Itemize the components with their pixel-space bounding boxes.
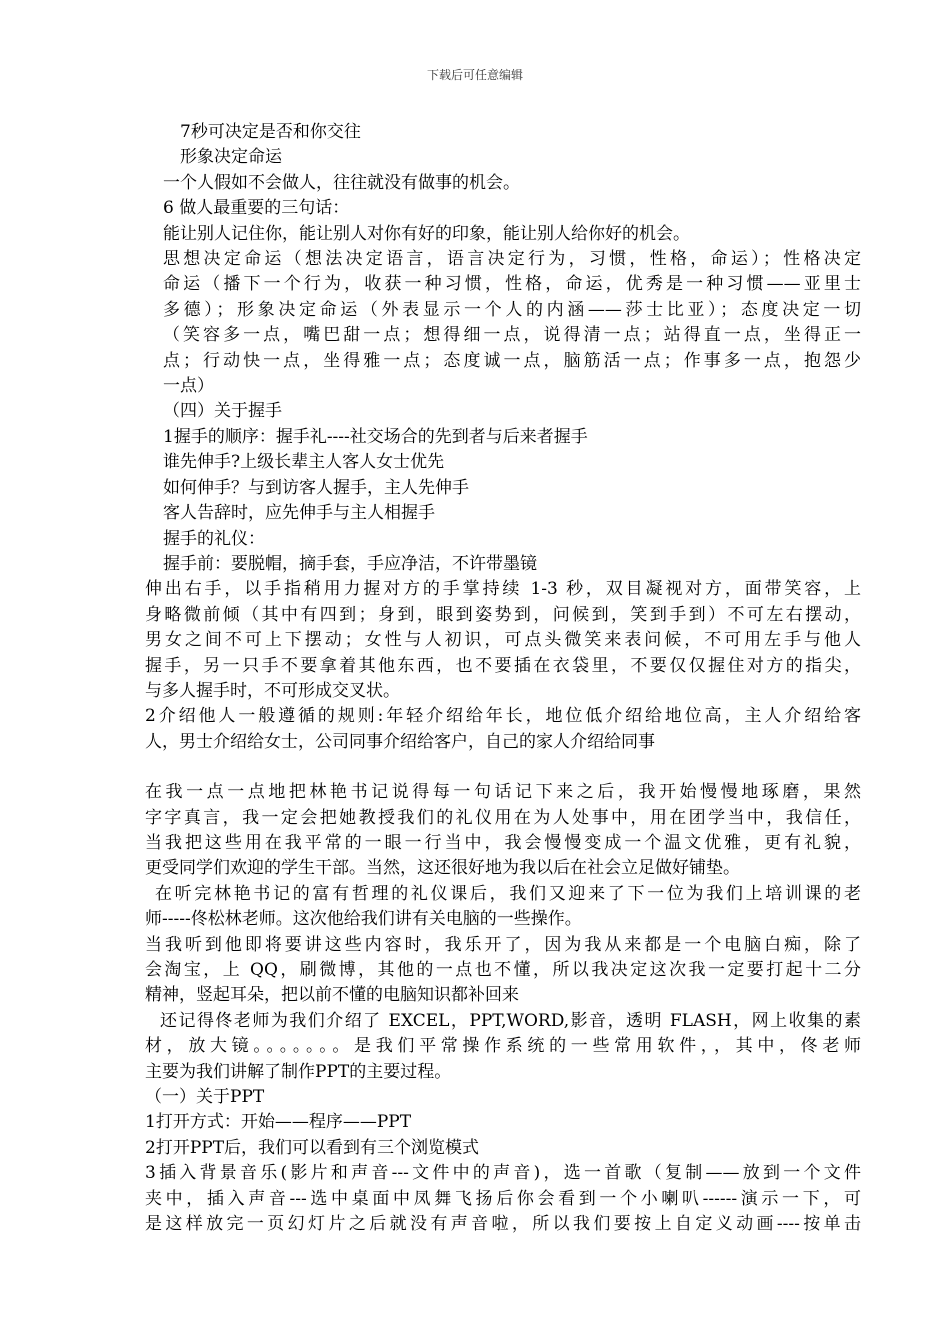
section-title: （一）关于PPT [145,1087,265,1108]
text-line: （笑容多一点，嘴巴甜一点；想得细一点，说得清一点；站得直一点，坐得正一 [163,325,861,346]
text-line: 是这样放完一页幻灯片之后就没有声音啦，所以我们要按上自定义动画----按单击 [145,1214,861,1235]
text-line: 还记得佟老师为我们介绍了 EXCEL，PPT,WORD,影音，透明 FLASH，网上收集的素 [160,1010,861,1031]
text-line: 3插入背景音乐(影片和声音---文件中的声音)，选一首歌（复制——放到一个文件 [145,1163,861,1184]
text-line: 思想决定命运（想法决定语言，语言决定行为，习惯，性格，命运）；性格决定 [163,249,861,270]
paragraph-next-teacher [145,882,861,933]
paragraph-computer [145,933,861,1009]
text-line: 6 做人最重要的三句话： [163,198,350,219]
blank-line [145,755,861,780]
text-line: 夹中，插入声音---选中桌面中凤舞飞扬后你会看到一个小喇叭------演示一下，可 [145,1188,861,1209]
text-line: 2介绍他人一般遵循的规则:年轻介绍给年长，地位低介绍给地位高，主人介绍给客 [145,706,861,727]
text-line: 能让别人记住你，能让别人对你有好的印象，能让别人给你好的机会。 [163,223,690,244]
text-line: 握手的礼仪： [163,528,265,549]
text-line: 更受同学们欢迎的学生干部。当然，这还很好地为我以后在社会立足做好铺垫。 [145,858,740,879]
page-header-note: 下载后可任意编辑 [426,68,523,82]
paragraph-reflection [145,780,861,882]
text-line: 1打开方式：开始——程序——PPT [145,1112,412,1133]
text-line: 谁先伸手?上级长辈主人客人女士优先 [163,452,445,473]
text-line: 字字真言，我一定会把她教授我们的礼仪用在为人处事中，用在团学当中，我信任， [145,807,861,828]
text-line: 男女之间不可上下摆动；女性与人初识，可点头微笑来表问候，不可用左手与他人 [145,630,861,651]
text-line: 会淘宝，上 QQ，刷微博，其他的一点也不懂，所以我决定这次我一定要打起十二分 [145,960,861,980]
text-line: 身略微前倾（其中有四到；身到，眼到姿势到，问候到，笑到手到）不可左右摆动， [145,604,861,625]
paragraph-software [145,1009,861,1085]
paragraph-destiny [145,247,861,399]
text-line: 当我听到他即将要讲这些内容时，我乐开了，因为我从来都是一个电脑白痴，除了 [145,934,861,955]
text-line: 师-----佟松林老师。这次他给我们讲有关电脑的一些操作。 [145,909,582,930]
text-line: 点；行动快一点，坐得雅一点；态度诚一点，脑筋活一点；作事多一点，抱怨少 [163,350,861,371]
text-line: 人，男士介绍给女士，公司同事介绍给客户，自己的家人介绍给同事 [145,731,655,752]
text-line: 材，放大镜。。。。。。。是我们平常操作系统的一些常用软件，，其中，佟老师 [145,1036,861,1057]
text-line: 2打开PPT后，我们可以看到有三个浏览模式 [145,1137,480,1158]
paragraph-introduction [145,704,861,755]
text-line: 多德）；形象决定命运（外表显示一个人的内涵——莎士比亚）；态度决定一切 [163,299,861,320]
text-line: 伸出右手，以手指稍用力握对方的手掌持续 1-3 秒，双目凝视对方，面带笑容，上 [145,579,861,600]
document-body [145,120,861,1237]
text-line: 握手，另一只手不要拿着其他东西，也不要插在衣袋里，不要仅仅握住对方的指尖， [145,655,861,676]
paragraph-handshake [145,577,861,704]
text-line: 一点） [163,376,214,397]
text-line: 命运（播下一个行为，收获一种习惯，性格，命运，优秀是一种习惯——亚里士 [163,274,861,295]
text-line: 7秒可决定是否和你交往 [180,122,361,142]
text-line: 在听完林艳书记的富有哲理的礼仪课后，我们又迎来了下一位为我们上培训课的老 [155,883,861,904]
text-line: 握手前：要脱帽，摘手套，手应净洁，不许带墨镜 [163,553,537,574]
text-line: 与多人握手时，不可形成交叉状。 [145,680,400,701]
text-line: 1握手的顺序：握手礼----社交场合的先到者与后来者握手 [163,426,588,447]
text-line: 一个人假如不会做人，往往就没有做事的机会。 [163,172,520,193]
text-line: 形象决定命运 [180,147,282,168]
text-line: 主要为我们讲解了制作PPT的主要过程。 [145,1061,452,1082]
text-line: 客人告辞时，应先伸手与主人相握手 [163,503,435,524]
text-line: 当我把这些用在我平常的一眼一行当中，我会慢慢变成一个温文优雅，更有礼貌， [145,832,861,853]
section-title: （四）关于握手 [163,401,282,422]
text-line: 精神，竖起耳朵，把以前不懂的电脑知识都补回来 [145,985,519,1006]
text-line: 如何伸手？与到访客人握手，主人先伸手 [163,477,469,498]
text-line: 在我一点一点地把林艳书记说得每一句话记下来之后，我开始慢慢地琢磨，果然 [145,782,861,803]
paragraph-ppt-music [145,1161,861,1237]
